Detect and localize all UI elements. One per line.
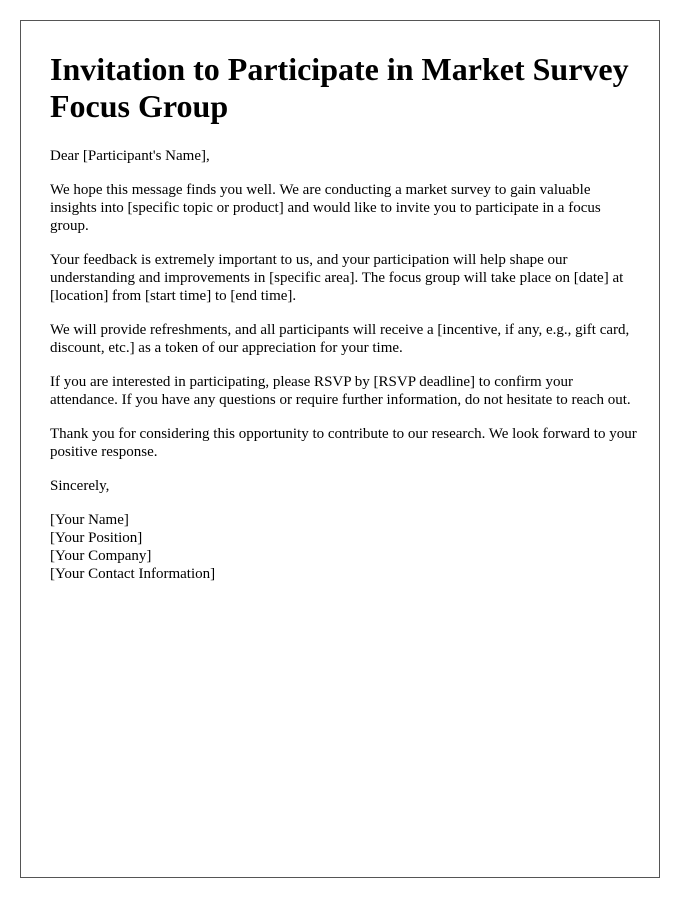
- letter-page: [20, 20, 660, 878]
- signature-name: [Your Name]: [50, 512, 129, 528]
- paragraph-intro: We hope this message finds you well. We are conducting a market survey to gain valuable insights into [specific topic or product] and would like to invite you to participate in a focus group.: [50, 182, 601, 234]
- paragraph-feedback: Your feedback is extremely important to us, and your participation will help shape our understanding and improvements in [specific area]. The focus group will take place on [date] at [location] from [start time] to [end time].: [50, 252, 624, 304]
- signature-company: [Your Company]: [50, 548, 152, 564]
- letter-title: Invitation to Participate in Market Survey Focus Group: [50, 51, 629, 124]
- signature-contact: [Your Contact Information]: [50, 566, 216, 582]
- salutation: Dear [Participant's Name],: [50, 148, 210, 164]
- paragraph-rsvp: If you are interested in participating, please RSVP by [RSVP deadline] to confirm your attendance. If you have any questions or require further information, do not hesitate to reach out.: [50, 374, 631, 408]
- paragraph-thanks: Thank you for considering this opportunity to contribute to our research. We look forward to your positive response.: [50, 426, 637, 460]
- signature-position: [Your Position]: [50, 530, 143, 546]
- paragraph-incentive: We will provide refreshments, and all participants will receive a [incentive, if any, e.g., gift card, discount, etc.] as a token of our appreciation for your time.: [50, 322, 630, 356]
- closing: Sincerely,: [50, 478, 110, 494]
- letter-content: [50, 51, 640, 583]
- signature-block: [50, 511, 640, 583]
